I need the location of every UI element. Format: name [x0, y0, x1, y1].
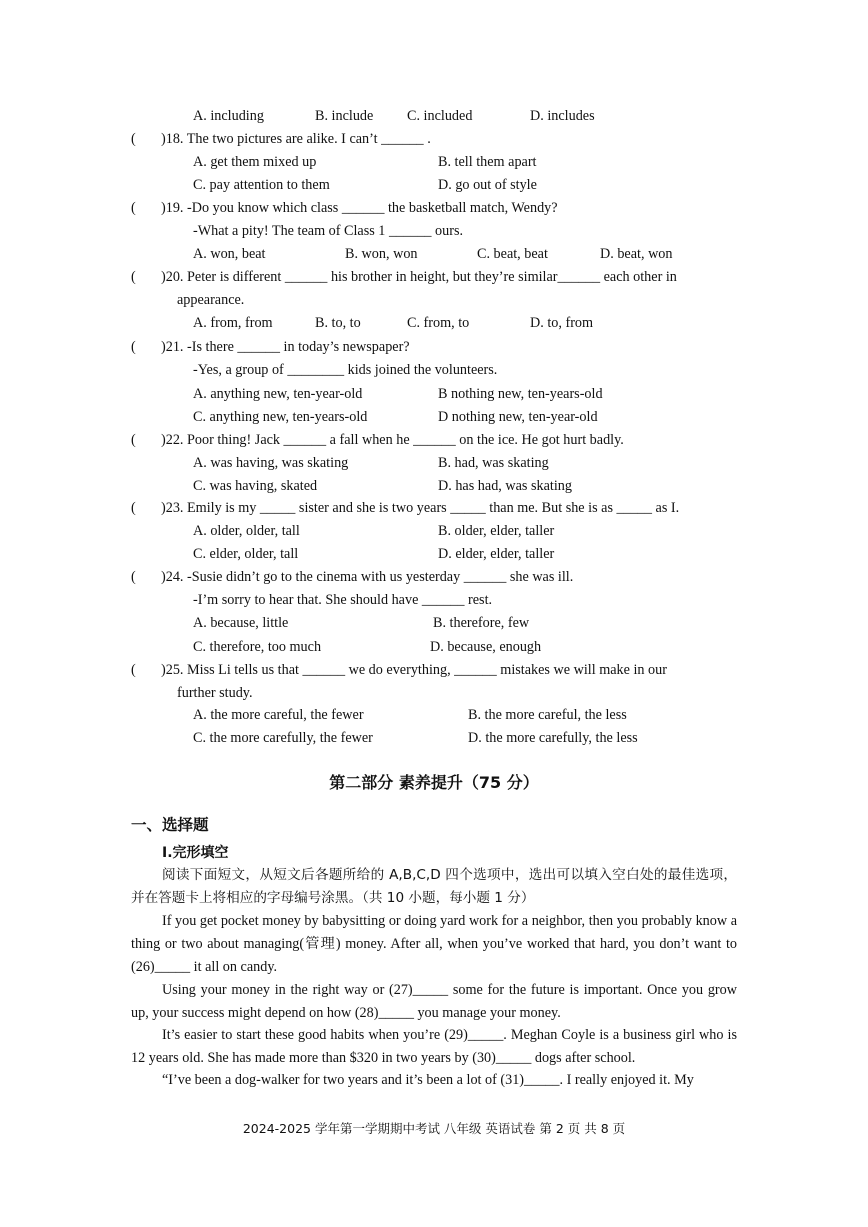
answer-paren: (	[131, 200, 136, 216]
option-b: B. to, to	[315, 315, 361, 331]
option-b: B nothing new, ten-years-old	[438, 386, 603, 402]
answer-paren: (	[131, 569, 136, 585]
option-c: C. beat, beat	[477, 246, 548, 262]
option-a: A. older, older, tall	[193, 523, 300, 539]
option-c: C. anything new, ten-years-old	[193, 409, 368, 425]
question-stem: )25. Miss Li tells us that ______ we do everything, ______ mistakes we will make in our	[161, 662, 667, 678]
passage-paragraph-3: It’s easier to start these good habits when you’re (29)_____. Meghan Coyle is a business girl who is 12 years old. She has made more than $320 in two years by (30)_____ dogs after school.	[131, 1027, 737, 1066]
option-d: D. go out of style	[438, 177, 537, 193]
question-stem-line2: further study.	[177, 685, 253, 701]
option-c: C. from, to	[407, 315, 470, 331]
answer-paren: (	[131, 662, 136, 678]
option-a: A. anything new, ten-year-old	[193, 386, 363, 402]
question-stem: )22. Poor thing! Jack ______ a fall when he ______ on the ice. He got hurt badly.	[161, 432, 624, 448]
part-title: 第二部分 素养提升（75 分）	[329, 773, 539, 792]
option-a: A. was having, was skating	[193, 455, 349, 471]
q17-option-a: A. including	[193, 108, 264, 124]
option-c: C. pay attention to them	[193, 177, 330, 193]
option-d: D. has had, was skating	[438, 478, 572, 494]
option-d: D. the more carefully, the less	[468, 730, 638, 746]
answer-paren: (	[131, 339, 136, 355]
question-stem-line2: -I’m sorry to hear that. She should have ______ rest.	[193, 592, 493, 608]
section-title: 一、选择题	[131, 816, 209, 834]
passage-paragraph-4: “I’ve been a dog-walker for two years and it’s been a lot of (31)_____. I really enjoyed it. My	[162, 1072, 694, 1088]
question-stem: )23. Emily is my _____ sister and she is two years _____ than me. But she is as _____ as I.	[161, 500, 680, 516]
page-footer: 2024-2025 学年第一学期期中考试 八年级 英语试卷 第 2 页 共 8 页	[242, 1121, 626, 1136]
option-d: D. elder, elder, taller	[438, 546, 555, 562]
passage-paragraph-1: If you get pocket money by babysitting or doing yard work for a neighbor, then you probably know a thing or two about managing(管理) money. After all, when you’ve worked that hard, you don’t want to (26)_____ it all on candy.	[131, 913, 737, 975]
answer-paren: (	[131, 500, 136, 516]
option-a: A. won, beat	[193, 246, 266, 262]
question-stem-line2: -What a pity! The team of Class 1 ______ ours.	[193, 223, 464, 239]
q17-option-d: D. includes	[530, 108, 595, 124]
option-b: B. won, won	[345, 246, 418, 262]
question-stem-line2: -Yes, a group of ________ kids joined the volunteers.	[193, 362, 498, 378]
question-stem: )21. -Is there ______ in today’s newspaper?	[161, 339, 410, 355]
question-stem: )18. The two pictures are alike. I can’t ______ .	[161, 131, 431, 147]
option-d: D nothing new, ten-year-old	[438, 409, 598, 425]
answer-paren: (	[131, 131, 136, 147]
option-c: C. elder, older, tall	[193, 546, 299, 562]
passage-paragraph-2: Using your money in the right way or (27)_____ some for the future is important. Once you grow up, your success might depend on how (28)_____ you manage your money.	[131, 982, 737, 1021]
option-c: C. the more carefully, the fewer	[193, 730, 373, 746]
subsection-title: I.完形填空	[162, 845, 229, 861]
question-stem: )19. -Do you know which class ______ the basketball match, Wendy?	[161, 200, 558, 216]
instructions: 阅读下面短文，从短文后各题所给的 A,B,C,D 四个选项中，选出可以填入空白处的最佳选项，并在答题卡上将相应的字母编号涂黑。（共 10 小题，每小题 1 分）	[131, 867, 737, 906]
option-b: B. the more careful, the less	[468, 707, 627, 723]
question-stem: )24. -Susie didn’t go to the cinema with us yesterday ______ she was ill.	[161, 569, 574, 585]
option-d: D. to, from	[530, 315, 594, 331]
question-stem-line2: appearance.	[177, 292, 245, 308]
answer-paren: (	[131, 432, 136, 448]
option-b: B. older, elder, taller	[438, 523, 555, 539]
option-a: A. the more careful, the fewer	[193, 707, 364, 723]
option-c: C. therefore, too much	[193, 639, 322, 655]
option-b: B. therefore, few	[433, 615, 530, 631]
answer-paren: (	[131, 269, 136, 285]
option-b: B. had, was skating	[438, 455, 549, 471]
q17-option-c: C. included	[407, 108, 473, 124]
question-stem: )20. Peter is different ______ his brother in height, but they’re similar______ each other in	[161, 269, 677, 285]
option-a: A. because, little	[193, 615, 289, 631]
option-a: A. from, from	[193, 315, 273, 331]
option-a: A. get them mixed up	[193, 154, 317, 170]
option-b: B. tell them apart	[438, 154, 537, 170]
q17-option-b: B. include	[315, 108, 374, 124]
option-c: C. was having, skated	[193, 478, 318, 494]
option-d: D. because, enough	[430, 639, 542, 655]
option-d: D. beat, won	[600, 246, 673, 262]
